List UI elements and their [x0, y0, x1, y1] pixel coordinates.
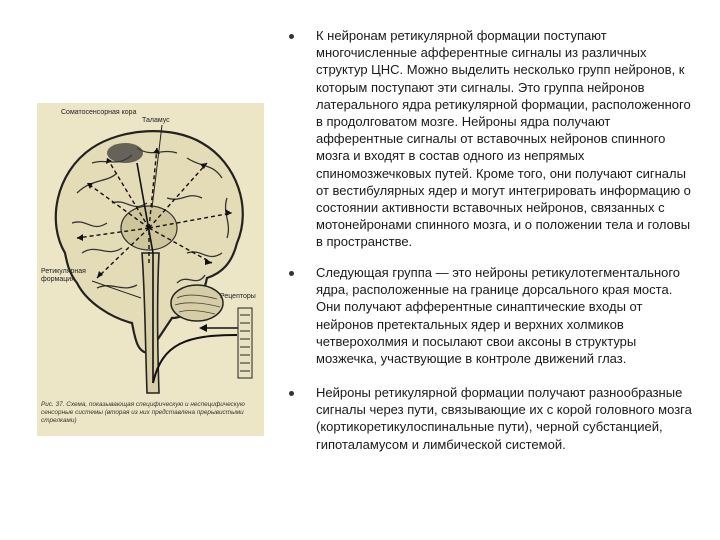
brain-diagram-figure [37, 103, 264, 436]
label-thalamus: Таламус [142, 117, 170, 124]
label-somatosensory-cortex: Соматосенсорная кора [61, 109, 137, 116]
label-receptors: Рецепторы [220, 293, 256, 300]
bullet-marker [289, 391, 294, 396]
bullet-marker [289, 271, 294, 276]
bullet-marker [289, 34, 294, 39]
bullet-text-2: Следующая группа — это нейроны ретикулотегментального ядра, расположенные на границе дорсального края моста. Они получают афферентные синаптические входы от нейронов претектальных ядер и верхних холмиков четверохолмия и посылают свои аксоны в структуры мозжечка, участвующие в контроле движений глаз. [316, 265, 681, 367]
receptors [238, 308, 252, 378]
bullet-text-3: Нейроны ретикулярной формации получают разнообразные сигналы через пути, связывающие их с корой головного мозга (кортикоретикулоспинальные пути), черной субстанцией, гипоталамусом и лимбической системой. [316, 385, 692, 452]
cortex-highlight [107, 143, 143, 163]
figure-caption: Рис. 37. Схема, показывающая специфическую и неспецифическую сенсорные системы (вторая из них представлена прерывистыми стрелками) [41, 401, 245, 424]
label-reticular-formation: Ретикулярная формация [41, 268, 86, 283]
bullet-text-1: К нейронам ретикулярной формации поступают многочисленные афферентные сигналы из различных структур ЦНС. Можно выделить несколько групп нейронов, к которым поступают эти сигналы. Это группа нейронов латерального ядра ретикулярной формации, расположенного в продолговатом мозге. Нейроны ядра получают афферентные сигналы от вставочных нейронов спинного мозга и входят в состав одного из непрямых спиномозжечковых путей. Кроме того, они получают сигналы от вестибулярных ядер и могут интегрировать информацию о состоянии активности вставочных нейронов, связанных с мотонейронами спинного мозга, и о положении тела и головы в пространстве. [316, 28, 691, 250]
